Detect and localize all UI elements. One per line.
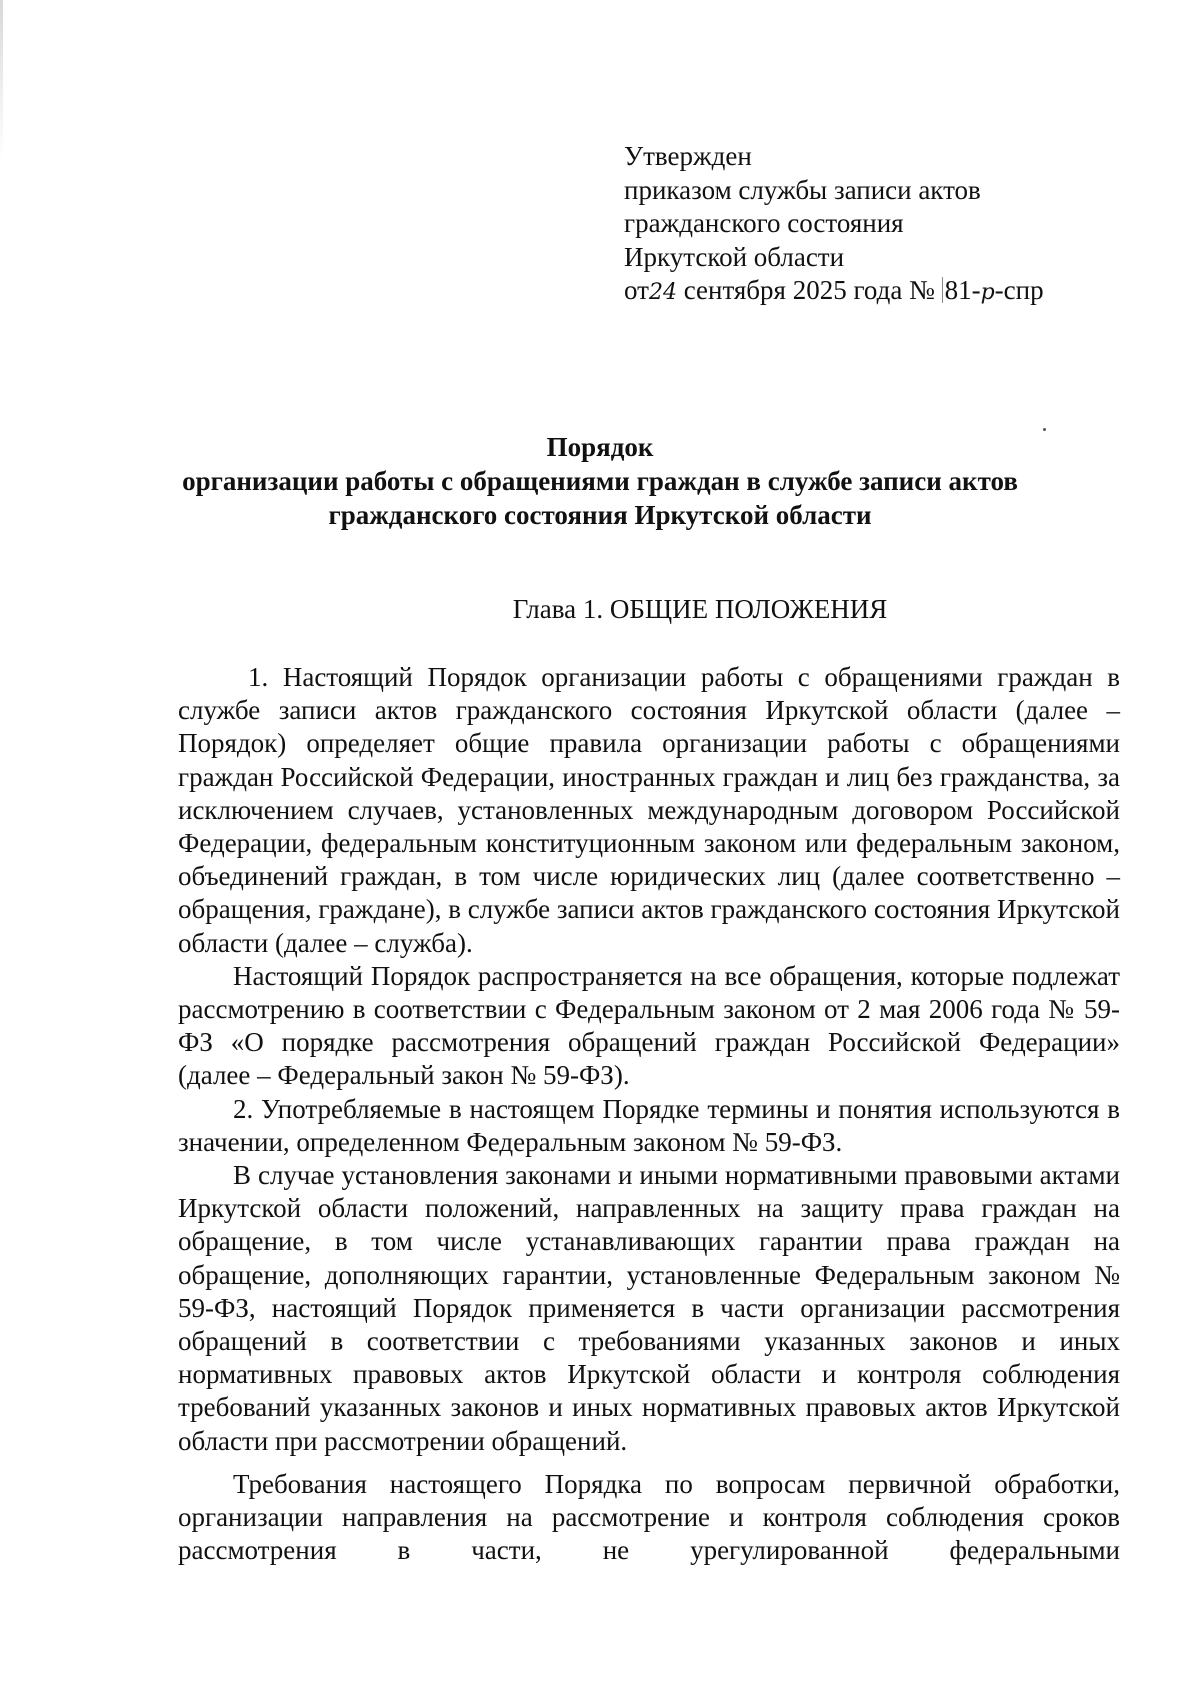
approval-stamp-block	[624, 140, 1084, 310]
approval-line-date	[624, 274, 1084, 310]
order-number-printed: 81-	[944, 275, 981, 305]
approval-line-order: приказом службы записи актов	[624, 174, 981, 205]
title-line-3: гражданского состояния Иркутской области	[328, 500, 872, 530]
date-rest: сентября 2025 года №	[683, 275, 935, 305]
number-field-mark	[942, 277, 943, 303]
approval-line-region: Иркутской области	[624, 241, 845, 272]
approval-line-civil-status: гражданского состояния	[624, 208, 904, 238]
paragraph-2: Настоящий Порядок распространяется на все обращения, которые подлежат рассмотрению в соответствии с Федеральным законом от 2 мая 2006 года № 59-ФЗ «О порядке рассмотрения обращений граждан Российской Федерации» (далее – Федеральный закон № 59-ФЗ).	[178, 960, 1120, 1091]
paragraph-3: 2. Употребляемые в настоящем Порядке термины и понятия используются в значении, определенном Федеральным законом № 59-ФЗ.	[178, 1093, 1120, 1157]
handwritten-day: 24	[648, 280, 677, 305]
scan-edge-shadow	[0, 0, 3, 160]
chapter-heading: Глава 1. ОБЩИЕ ПОЛОЖЕНИЯ	[512, 594, 888, 624]
document-title	[150, 430, 1050, 532]
paragraph-5: Требования настоящего Порядка по вопросам первичной обработки, организации направления на рассмотрение и контроля соблюдения сроков рассмотрения в части, не урегулированной федеральными	[178, 1468, 1120, 1566]
paragraph-1: 1. Настоящий Порядок организации работы с обращениями граждан в службе записи актов гражданского состояния Иркутской области (далее – Порядок) определяет общие правила организации работы с обращениями граждан Российской Федерации, иностранных граждан и лиц без гражданства, за исключением случаев, установленных международным договором Российской Федерации, федеральным конституционным законом или федеральным законом, объединений граждан, в том числе юридических лиц (далее соответственно – обращения, граждане), в службе записи актов гражданского состояния Иркутской области (далее – служба).	[178, 662, 1120, 958]
approval-line-approved: Утвержден	[624, 141, 752, 171]
title-line-2: организации работы с обращениями граждан в службе записи актов	[182, 466, 1018, 496]
date-prefix: от	[624, 275, 649, 305]
title-line-1: Порядок	[546, 432, 654, 462]
document-body	[178, 661, 1120, 1567]
paragraph-4: В случае установления законами и иными нормативными правовыми актами Иркутской области положений, направленных на защиту права граждан на обращение, в том числе устанавливающих гарантии права граждан на обращение, дополняющих гарантии, установленные Федеральным законом № 59-ФЗ, настоящий Порядок применяется в части организации рассмотрения обращений в соответствии с требованиями указанных законов и иных нормативных правовых актов Иркутской области и контроля соблюдения требований указанных законов и иных нормативных правовых актов Иркутской области при рассмотрении обращений.	[178, 1160, 1120, 1456]
handwritten-number: р	[980, 280, 995, 305]
order-number-suffix: -спр	[994, 275, 1044, 305]
